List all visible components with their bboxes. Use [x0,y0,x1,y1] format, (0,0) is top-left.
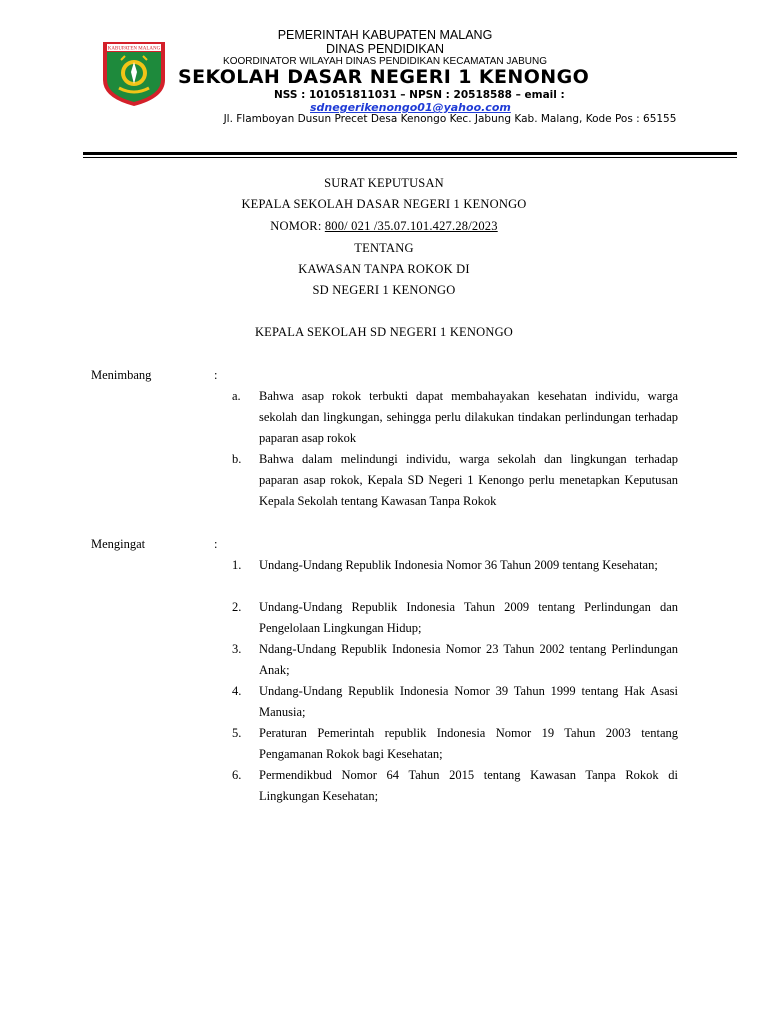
item-marker: a. [232,389,241,403]
item-text: Bahwa asap rokok terbukti dapat membahayakan kesehatan individu, warga sekolah dan lingkungan, sehingga perlu dilakukan tindakan perlindungan terhadap paparan asap rokok [259,389,678,445]
subject-line-2: SD NEGERI 1 KENONGO [312,283,456,297]
item-text: Permendikbud Nomor 64 Tahun 2015 tentang Kawasan Tanpa Rokok di Lingkungan Kesehatan; [259,768,678,803]
item-marker: 3. [232,642,242,656]
mengingat-item [232,597,678,639]
item-marker: 6. [232,768,242,782]
subject-intro: TENTANG [354,241,414,255]
issuer: KEPALA SEKOLAH DASAR NEGERI 1 KENONGO [241,197,527,211]
item-text: Undang-Undang Republik Indonesia Nomor 36 Tahun 2009 tentang Kesehatan; [259,558,658,572]
mengingat-item [232,639,678,681]
doc-number [0,219,768,234]
school-email-link[interactable]: sdnegerikenongo01@yahoo.com [310,101,511,114]
subject-line-1: KAWASAN TANPA ROKOK DI [298,262,470,276]
item-text: Bahwa dalam melindungi individu, warga sekolah dan lingkungan terhadap paparan asap rokok, Kepala SD Negeri 1 Kenongo perlu menetapkan Keputusan Kepala Sekolah tentang Kawasan Tanpa Rokok [259,452,678,508]
item-text: Ndang-Undang Republik Indonesia Nomor 23 Tahun 2002 tentang Perlindungan Anak; [259,642,678,677]
item-text: Undang-Undang Republik Indonesia Tahun 2009 tentang Perlindungan dan Pengelolaan Lingkungan Hidup; [259,600,678,635]
item-marker: b. [232,452,242,466]
menimbang-colon: : [214,368,218,382]
kabupaten-malang-emblem [101,40,167,108]
item-marker: 5. [232,726,242,740]
item-marker: 1. [232,558,242,572]
menimbang-item [232,386,678,449]
mengingat-item [232,555,678,576]
government-name: PEMERINTAH KABUPATEN MALANG [277,28,493,42]
mengingat-label: Mengingat [91,537,146,551]
school-name: SEKOLAH DASAR NEGERI 1 KENONGO [178,66,590,88]
school-ids: NSS : 101051811031 – NPSN : 20518588 – email : [274,89,565,101]
mengingat-item [232,765,678,807]
doc-number-value: 800/ 021 /35.07.101.427.28/2023 [324,219,498,233]
doc-type: SURAT KEPUTUSAN [324,176,444,190]
menimbang-item [232,449,678,512]
mengingat-item [232,681,678,723]
issuer-heading: KEPALA SEKOLAH SD NEGERI 1 KENONGO [254,325,514,339]
item-marker: 4. [232,684,242,698]
item-marker: 2. [232,600,242,614]
letterhead-rule-thick [83,152,737,155]
letterhead-rule-thin [83,157,737,158]
doc-number-label: NOMOR: [270,219,325,233]
mengingat-item [232,723,678,765]
menimbang-label: Menimbang [91,368,152,382]
coordinator-name: KOORDINATOR WILAYAH DINAS PENDIDIKAN KECAMATAN JABUNG [223,56,547,67]
school-address: Jl. Flamboyan Dusun Precet Desa Kenongo Kec. Jabung Kab. Malang, Kode Pos : 65155 [223,113,677,125]
item-text: Undang-Undang Republik Indonesia Nomor 39 Tahun 1999 tentang Hak Asasi Manusia; [259,684,678,719]
mengingat-colon: : [214,537,218,551]
logo-text: KABUPATEN MALANG [107,46,161,52]
item-text: Peraturan Pemerintah republik Indonesia Nomor 19 Tahun 2003 tentang Pengamanan Rokok bagi Kesehatan; [259,726,678,761]
department-name: DINAS PENDIDIKAN [325,42,445,56]
